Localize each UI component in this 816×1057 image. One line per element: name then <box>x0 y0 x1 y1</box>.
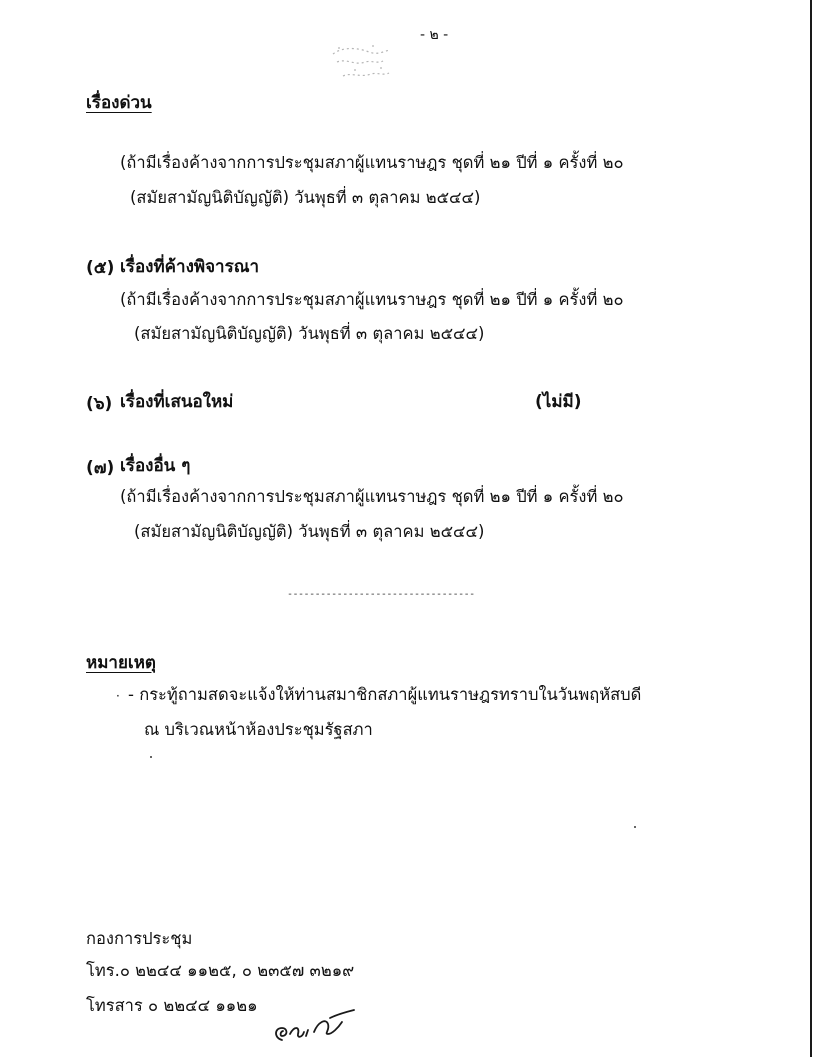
note-bullet-text: - กระทู้ถามสดจะแจ้งให้ท่านสมาชิกสภาผู้แทนราษฎรทราบในวันพฤหัสบดี <box>128 685 642 704</box>
urgent-line-2: (สมัยสามัญนิติบัญญัติ) วันพุธที่ ๓ ตุลาคม ๒๕๔๔) <box>130 188 481 207</box>
section-7-line-1: (ถ้ามีเรื่องค้างจากการประชุมสภาผู้แทนราษฎร ชุดที่ ๒๑ ปีที่ ๑ ครั้งที่ ๒๐ <box>120 487 624 506</box>
page-number: - ๒ - <box>420 27 449 43</box>
note-bullet-mark: · <box>116 689 120 703</box>
section-6-status: (ไม่มี) <box>535 392 582 412</box>
section-5-line-2: (สมัยสามัญนิติบัญญัติ) วันพุธที่ ๓ ตุลาคม ๒๕๔๔) <box>134 324 485 343</box>
section-5-line-1: (ถ้ามีเรื่องค้างจากการประชุมสภาผู้แทนราษฎร ชุดที่ ๒๑ ปีที่ ๑ ครั้งที่ ๒๐ <box>120 290 624 309</box>
section-7-number: (๗) <box>86 458 115 478</box>
section-6-number: (๖) <box>86 394 113 414</box>
scan-speck <box>150 756 152 758</box>
section-5-number: (๕) <box>86 258 115 278</box>
section-7-heading: เรื่องอื่น ๆ <box>120 456 191 476</box>
note-heading: หมายเหตุ <box>86 653 156 673</box>
section-6-heading: เรื่องที่เสนอใหม่ <box>120 392 234 412</box>
note-continuation: ณ บริเวณหน้าห้องประชุมรัฐสภา <box>144 720 373 739</box>
stamp-icon <box>325 40 395 88</box>
footer-fax: โทรสาร ๐ ๒๒๔๔ ๑๑๒๑ <box>86 996 258 1015</box>
dashed-separator: ---------------------------------- <box>287 589 475 600</box>
page-edge-line <box>810 0 812 1057</box>
urgent-line-1: (ถ้ามีเรื่องค้างจากการประชุมสภาผู้แทนราษฎร ชุดที่ ๒๑ ปีที่ ๑ ครั้งที่ ๒๐ <box>120 153 624 172</box>
section-5-heading: เรื่องที่ค้างพิจารณา <box>120 257 260 277</box>
footer-phone: โทร.๐ ๒๒๔๔ ๑๑๒๕, ๐ ๒๓๕๗ ๓๒๑๙ <box>86 961 355 980</box>
signature-icon <box>268 1004 358 1050</box>
urgent-heading: เรื่องด่วน <box>86 93 152 113</box>
footer-office: กองการประชุม <box>86 929 193 948</box>
section-7-line-2: (สมัยสามัญนิติบัญญัติ) วันพุธที่ ๓ ตุลาคม ๒๕๔๔) <box>134 522 485 541</box>
scan-speck <box>634 826 636 828</box>
